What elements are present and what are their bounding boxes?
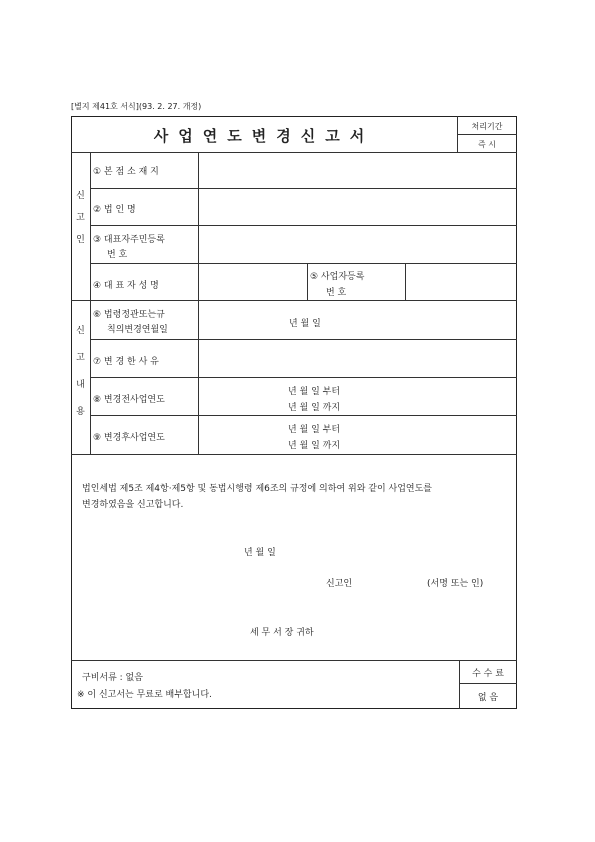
- section-content-label: [71, 318, 90, 426]
- divider: [459, 683, 517, 684]
- required-documents: 구비서류 : 없음: [82, 673, 143, 683]
- form-reference: [별지 제41호 서식](93. 2. 27. 개정): [71, 102, 202, 111]
- field-biz-reg-value[interactable]: [406, 264, 516, 300]
- divider: [90, 152, 91, 454]
- divider: [71, 660, 517, 661]
- divider: [90, 377, 517, 378]
- field-rep-id-label-1: ③ 대표자주민등록: [93, 235, 165, 245]
- section-content-text: 신고내용: [76, 326, 85, 417]
- field-corp-name-label: ② 법 인 명: [93, 205, 136, 215]
- field-rep-id-label-2: 번 호: [107, 250, 128, 260]
- form-title: 사업연도변경신고서: [153, 127, 375, 145]
- field-reason-value[interactable]: [199, 340, 516, 377]
- free-distribution-note: ※ 이 신고서는 무료로 배부합니다.: [77, 690, 212, 700]
- processing-period-label: 처리기간: [471, 122, 503, 131]
- fee-label: 수 수 료: [472, 669, 504, 679]
- section-applicant-label: [71, 185, 90, 251]
- divider: [71, 454, 517, 455]
- field-change-date-label-1: ⑥ 법령정관또는규: [93, 310, 165, 320]
- field-change-date-label-2: 칙의변경연월일: [107, 325, 168, 335]
- field-rep-name-value[interactable]: [199, 264, 307, 300]
- field-rep-id-value[interactable]: [199, 226, 516, 263]
- declaration-date[interactable]: 년 월 일: [244, 548, 276, 558]
- recipient-label: 세 무 서 장 귀하: [250, 628, 314, 638]
- declaration-text-1: 법인세법 제5조 제4항·제5항 및 동법시행령 제6조의 규정에 의하여 위와 같이 사업연도를: [82, 484, 432, 494]
- field-biz-reg-label-1: ⑤ 사업자등록: [310, 272, 365, 282]
- field-prev-year-from[interactable]: 년 월 일 부터: [288, 387, 341, 397]
- field-new-year-from[interactable]: 년 월 일 부터: [288, 425, 341, 435]
- field-new-year-label: ⑨ 변경후사업연도: [93, 433, 165, 443]
- signature-label[interactable]: (서명 또는 인): [427, 579, 484, 589]
- divider: [71, 300, 517, 301]
- field-prev-year-label: ⑧ 변경전사업연도: [93, 395, 165, 405]
- applicant-label: 신고인: [326, 579, 353, 589]
- field-new-year-to[interactable]: 년 월 일 까지: [288, 441, 341, 451]
- field-biz-reg-label-2: 번 호: [326, 288, 347, 298]
- field-corp-name-value[interactable]: [199, 189, 516, 225]
- fee-value: 없 음: [477, 693, 499, 703]
- field-rep-name-label: ④ 대 표 자 성 명: [93, 281, 159, 291]
- field-head-office-label: ① 본 점 소 재 지: [93, 167, 159, 177]
- divider: [457, 134, 517, 135]
- field-prev-year-to[interactable]: 년 월 일 까지: [288, 403, 341, 413]
- divider: [90, 415, 517, 416]
- field-change-date-value[interactable]: 년 월 일: [289, 319, 321, 329]
- field-reason-label: ⑦ 변 경 한 사 유: [93, 357, 159, 367]
- declaration-text-2: 변경하였음을 신고합니다.: [82, 500, 184, 510]
- processing-period-value: 즉 시: [478, 140, 496, 149]
- divider: [307, 263, 308, 300]
- section-applicant-text: 신고인: [76, 191, 85, 245]
- field-head-office-value[interactable]: [199, 153, 516, 188]
